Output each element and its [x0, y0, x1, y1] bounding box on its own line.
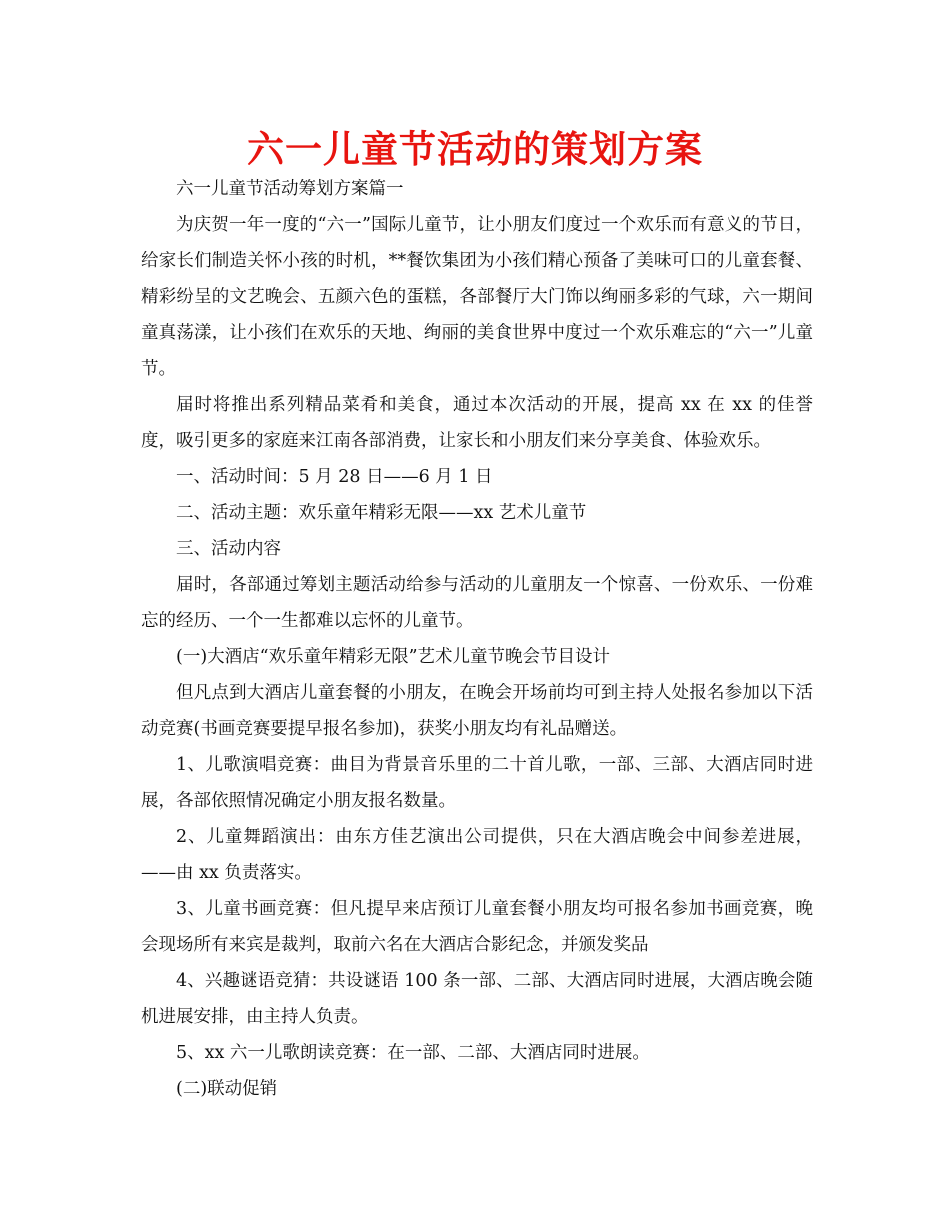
- activity-content-heading: 三、活动内容: [176, 539, 281, 559]
- list-item: 5、xx 六一儿歌朗读竞赛：在一部、二部、大酒店同时进展。: [176, 1043, 650, 1063]
- list-item: 2、儿童舞蹈演出：由东方佳艺演出公司提供，只在大酒店晚会中间参差进展，——由 xx 负责落实。: [141, 827, 813, 883]
- list-item: 3、儿童书画竞赛：但凡提早来店预订儿童套餐小朋友均可报名参加书画竞赛，晚会现场所有来宾是裁判，取前六名在大酒店合影纪念，并颁发奖品: [141, 899, 813, 955]
- subsection-heading-2: (二)联动促销: [176, 1079, 278, 1099]
- intro-paragraph: 为庆贺一年一度的“六一”国际儿童节，让小朋友们度过一个欢乐而有意义的节日，给家长们制造关怀小孩的时机，**餐饮集团为小孩们精心预备了美味可口的儿童套餐、精彩纷呈的文艺晚会、五颜六色的蛋糕，各部餐厅大门饰以绚丽多彩的气球，六一期间童真荡漾，让小孩们在欢乐的天地、绚丽的美食世界中度过一个欢乐难忘的“六一”儿童节。: [141, 215, 813, 379]
- list-item: 4、兴趣谜语竞猜：共设谜语 100 条一部、二部、大酒店同时进展，大酒店晚会随机进展安排，由主持人负责。: [141, 971, 813, 1027]
- document-body: [141, 171, 813, 1107]
- activity-theme: 二、活动主题：欢乐童年精彩无限——xx 艺术儿童节: [176, 503, 587, 523]
- document-title: 六一儿童节活动的策划方案: [247, 128, 703, 171]
- section-heading: 六一儿童节活动筹划方案篇一: [176, 179, 404, 199]
- list-item: 1、儿歌演唱竞赛：曲目为背景音乐里的二十首儿歌，一部、三部、大酒店同时进展，各部依照情况确定小朋友报名数量。: [141, 755, 813, 811]
- promotion-paragraph: 届时将推出系列精品菜肴和美食，通过本次活动的开展，提高 xx 在 xx 的佳誉度，吸引更多的家庭来江南各部消费，让家长和小朋友们来分享美食、体验欢乐。: [141, 395, 813, 451]
- subsection-heading-1: (一)大酒店“欢乐童年精彩无限”艺术儿童节晚会节目设计: [176, 647, 611, 667]
- activity-time: 一、活动时间：5 月 28 日——6 月 1 日: [176, 467, 493, 487]
- activity-content-paragraph: 届时，各部通过筹划主题活动给参与活动的儿童朋友一个惊喜、一份欢乐、一份难忘的经历、一个一生都难以忘怀的儿童节。: [141, 575, 813, 631]
- signup-paragraph: 但凡点到大酒店儿童套餐的小朋友，在晚会开场前均可到主持人处报名参加以下活动竞赛(书画竞赛要提早报名参加)，获奖小朋友均有礼品赠送。: [141, 683, 813, 739]
